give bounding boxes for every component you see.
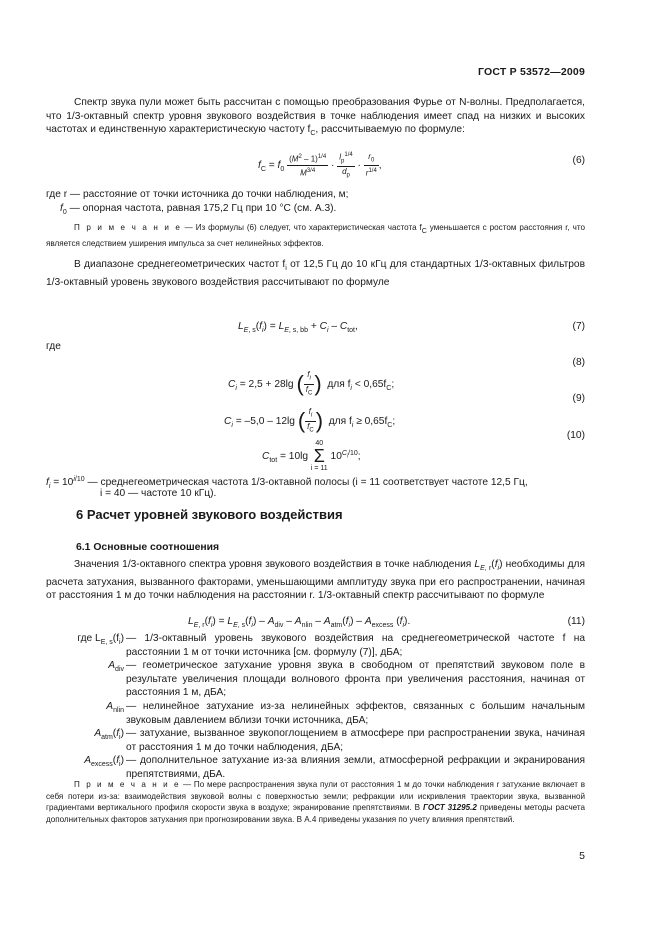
definition-aexcess: $A_{excess}(f_i)$ — дополнительное затухание из-за влияния земли, атмосферной рефракции и экранирования препятствиями, дБА. <box>84 755 585 780</box>
equation-9: $C_i = -5,0 - 12\lg$ ( $\frac{f_i}{f_C}$ ) для $f_i \ge 0,65f_C$; <box>224 407 396 434</box>
note-1: П р и м е ч а н и е — Из формулы (6) следует, что характеристическая частота fC уменьшается с ростом расстояния r, что является следствием уширения импульса за счет нелинейных эффектов. <box>46 223 586 248</box>
where-f0: $f_0$ — опорная частота, равная 175,2 Гц при 10 °С (см. А.3). <box>60 203 337 216</box>
page-number: 5 <box>579 850 585 862</box>
section-6-1-heading: 6.1 Основные соотношения <box>76 542 220 553</box>
paragraph-spectrum: Спектр звука пули может быть рассчитан с помощью преобразования Фурье от N-волны. Предполагается, что 1/3-октавный спектр уровня звукового воздействия в точке наблюдения имеет спад на низких и высоких частотах и единственную характеристическую частоту $f_C$, рассчитываемую по формуле: <box>46 97 585 138</box>
fi-definition: $f_i = 10^{i/10}$ — среднегеометрическая частота 1/3-октавной полосы (i = 11 соответствует частоте 12,5 Гц, <box>46 476 528 490</box>
equation-8: $C_i = 2,5 + 28\lg$ ( $\frac{f_i}{f_C}$ ) для $f_i < 0,65f_C$; <box>228 370 395 397</box>
definition-adiv: $A_{div}$ — геометрическое затухание уровня звука в свободном от препятствий звуковом поле в результате увеличения площади волнового фронта при увеличения расстояния, начиная от расстояния 1 м, дБА; <box>108 660 585 699</box>
equation-11: $L_{E, r}(f_i) = L_{E, s}(f_i) - A_{div} - A_{nlin} - A_{atm}(f_i) - A_{excess}$ $(f_i)$. <box>188 616 411 629</box>
paragraph-spectrum-values: Значения 1/3-октавного спектра уровня звукового воздействия в точке наблюдения $L_{E, r}(f_i)$ необходимы для расчета затухания, вызванного факторами, уменьшающими амплитуду звука при его распространении, начиная от расстояния 1 м до точки наблюдения на расстоянии r. 1/3-октавный спектр рассчитывают по формуле <box>46 559 585 602</box>
equation-6-number: (6) <box>572 155 585 166</box>
equation-7-number: (7) <box>572 321 585 332</box>
definition-aatm: $A_{atm}(f_i)$ — затухание, вызванное звукопоглощением в атмосфере при распространении звука, начиная от расстояния 1 м до точки наблюдения, дБА; <box>94 728 585 753</box>
equation-11-number: (11) <box>567 616 585 627</box>
definitions-list <box>46 632 585 782</box>
equation-10-number: (10) <box>566 430 585 441</box>
definition-les: где $L_{E, s}(f_i)$ — 1/3-октавный уровень звукового воздействия на среднегеометрической частоте f на расстоянии 1 м от точки источника [см. формулу (7)], дБА; <box>77 633 585 658</box>
equation-6: $f_C = f_0$ $\frac{(M^2 - 1)^{1/4}}{M^{3/4}}$ · $\frac{l_p^{1/4}}{d_p}$ · $\frac{r_0}{r^{1/4}}$ , <box>258 151 382 179</box>
where-label: где <box>46 341 61 352</box>
section-6-heading: 6 Расчет уровней звукового воздействия <box>76 507 343 522</box>
where-r: где r — расстояние от точки источника до точки наблюдения, м; <box>46 189 349 200</box>
equation-9-number: (9) <box>572 393 585 404</box>
equation-10: $C_{tot} = 10\lg$ 40 Σ i = 11 $10^{C_i/10}$; <box>262 440 361 472</box>
note-2: П р и м е ч а н и е — По мере распространения звука пули от расстояния 1 м до точки наблюдения r затухание включает в себя потери из-за: взаимодействия звуковой волны с поверхностью земли; рефракции или искривления траектории звука, вызванной градиентами вертикального профиля скорости звука в воздухе; экранирование препятствиями. В ГОСТ 31295.2 приведены методы расчета дополнительных факторов затухания при прогнозировании звука. В А.4 приведены указания по учету влияния препятствий. <box>46 780 586 824</box>
fi-definition-2: i = 40 — частоте 10 кГц). <box>100 488 217 499</box>
definition-anlin: $A_{nlin}$ — нелинейное затухание из-за нелинейных эффектов, связанных с большим начальным звуковым давлением вблизи точки источника, дБА; <box>106 700 585 726</box>
standard-header: ГОСТ Р 53572—2009 <box>477 66 585 78</box>
equation-8-number: (8) <box>572 357 585 368</box>
paragraph-range: В диапазоне среднегеометрических частот $f_i$ от 12,5 Гц до 10 кГц для стандартных 1/3-октавных фильтров 1/3-октавный уровень звукового воздействия рассчитывают по формуле <box>46 259 585 288</box>
equation-7: $L_{E, s}(f_i) = L_{E, s, bb} + C_i - C_{tot}$, <box>238 321 358 334</box>
